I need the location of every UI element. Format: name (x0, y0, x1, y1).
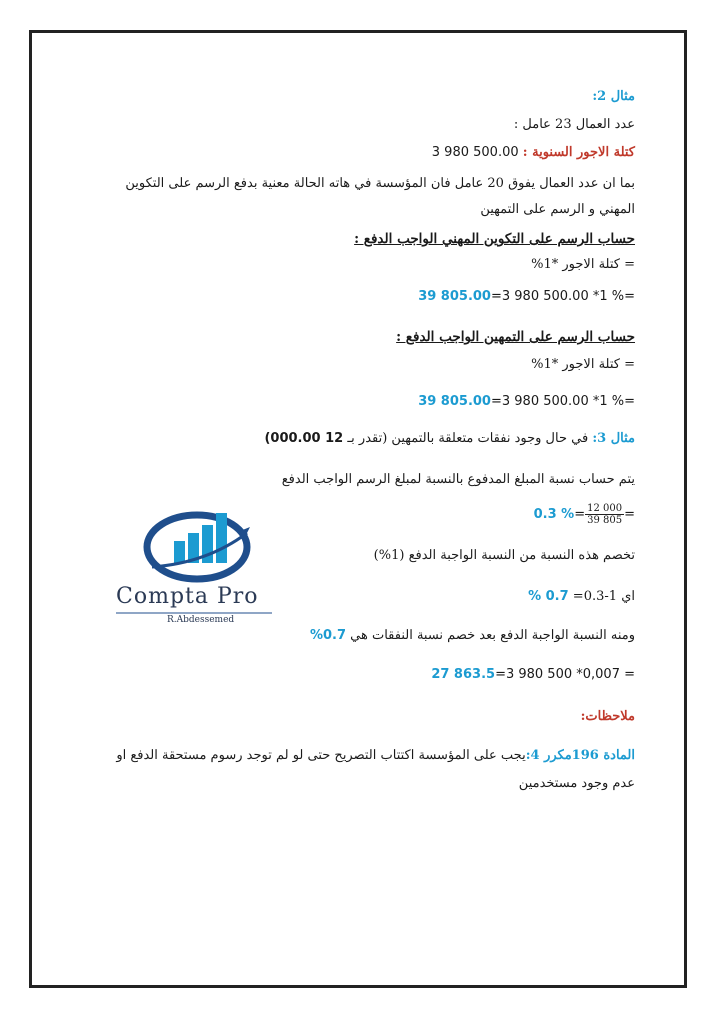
final-result: 27 863.5 (431, 667, 496, 682)
tax1-calc: =3 980 500.00 *1 %= (490, 289, 635, 304)
article-paragraph (95, 742, 635, 798)
tax2-formula: = كتلة الاجور *1% (531, 357, 635, 372)
example3-amount: 12 000.00) (264, 431, 344, 446)
final-calc-line (431, 666, 635, 684)
ratio-fraction (585, 503, 624, 526)
final-calc: =3 980 500 *0,007 = (495, 667, 635, 682)
article-label: المادة 196مكرر 4: (525, 748, 635, 763)
example3-line (264, 430, 635, 448)
payroll-value: 500.00 980 3 (431, 145, 519, 160)
tax2-calc: =3 980 500.00 *1 %= (490, 394, 635, 409)
logo-brand: Compta Pro (116, 584, 259, 609)
payroll-line (432, 144, 635, 162)
logo-graphic (112, 505, 282, 625)
tax1-heading: حساب الرسم على التكوين المهني الواجب الدفع : (354, 231, 635, 247)
payroll-label: كتلة الاجور السنوية : (522, 145, 635, 160)
compta-pro-logo (112, 505, 282, 625)
final-pct: 0.7% (309, 628, 346, 643)
ratio-result: 0.3 % (533, 507, 575, 522)
diff-line (528, 588, 635, 606)
ratio-text: يتم حساب نسبة المبلغ المدفوع بالنسبة لمبلغ الرسم الواجب الدفع (281, 472, 635, 487)
diff-calc: اي 1-0.3= (572, 589, 635, 604)
example3-text: في حال وجود نفقات متعلقة بالتمهين (تقدر بـ (347, 431, 589, 446)
fraction-numerator: 12 000 (587, 503, 623, 514)
tax1-result: 39 805.00 (418, 289, 491, 304)
example3-title: مثال 3: (592, 431, 635, 446)
deduct-text: تخصم هذه النسبة من النسبة الواجبة الدفع (1%) (373, 548, 635, 563)
tax1-formula: = كتلة الاجور *1% (531, 257, 635, 272)
final-text: ومنه النسبة الواجبة الدفع بعد خصم نسبة النفقات هي (350, 628, 635, 643)
example2-title: مثال 2: (592, 89, 635, 104)
explanation-text: بما ان عدد العمال يفوق 20 عامل فان المؤسسة في هاته الحالة معنية بدفع الرسم على التكوين المهني و الرسم على التمهين (125, 176, 635, 217)
fraction-denominator: 39 805 (587, 515, 623, 526)
article-text: يجب على المؤسسة اكتتاب التصريح حتى لو لم توجد رسوم مستحقة الدفع او عدم وجود مستخدمين (116, 748, 635, 791)
diff-result: 0.7 % (528, 589, 569, 604)
tax2-calc-line (418, 393, 635, 411)
workers-count: عدد العمال 23 عامل : (513, 117, 635, 132)
logo-author: R.Abdessemed (167, 615, 235, 625)
final-text-line (310, 627, 635, 645)
ratio-calc-line: 0.3 %= $\frac{12 000}{39 805}$ = (533, 503, 635, 526)
tax2-heading: حساب الرسم على التمهين الواجب الدفع : (396, 329, 635, 345)
tax2-result: 39 805.00 (418, 394, 491, 409)
notes-title: ملاحظات: (580, 709, 635, 724)
tax1-calc-line (418, 288, 635, 306)
